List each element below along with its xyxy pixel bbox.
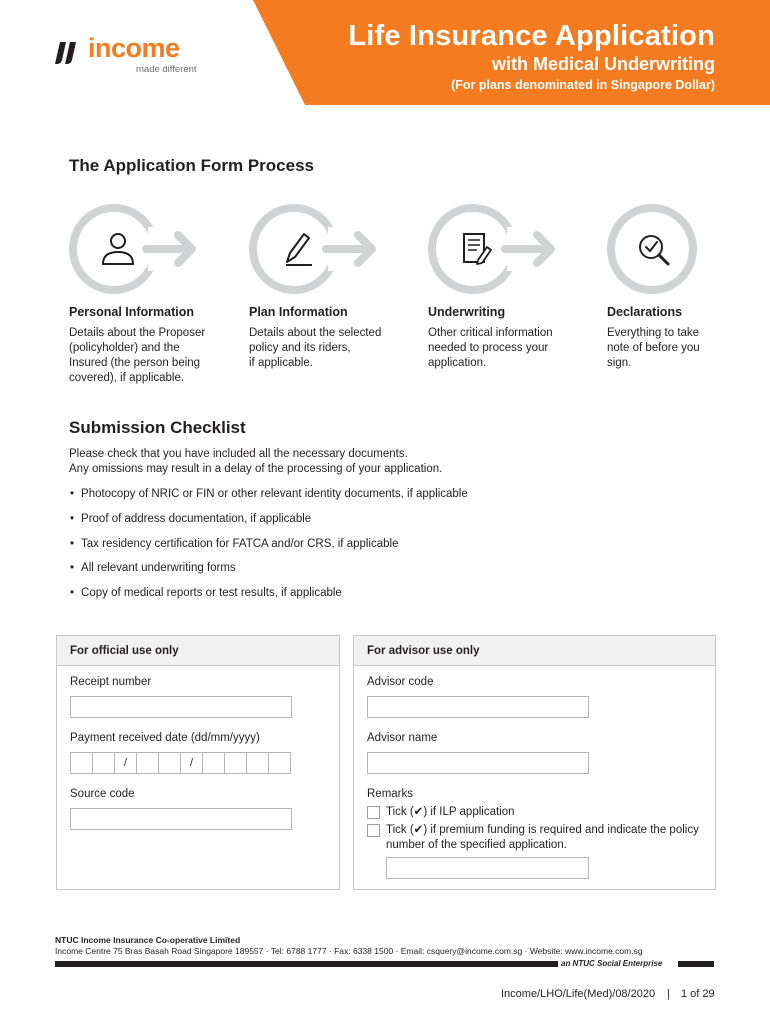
document-title: Life Insurance Application	[348, 20, 715, 52]
date-separator: /	[114, 752, 137, 774]
advisor-use-heading: For advisor use only	[367, 645, 480, 657]
footer-separator: |	[667, 988, 670, 1000]
official-use-heading: For official use only	[70, 645, 179, 657]
advisor-code-label: Advisor code	[367, 676, 434, 688]
document-subtitle: with Medical Underwriting	[491, 54, 715, 74]
page-number: 1 of 29	[681, 988, 715, 1000]
date-digit-cell[interactable]	[158, 752, 181, 774]
step-title-declarations: Declarations	[607, 305, 683, 319]
date-digit-cell[interactable]	[246, 752, 269, 774]
remarks-label: Remarks	[367, 788, 414, 800]
payment-date-label: Payment received date (dd/mm/yyyy)	[70, 732, 260, 744]
person-icon	[68, 203, 213, 295]
receipt-number-input[interactable]	[70, 696, 292, 718]
checklist-intro: Please check that you have included all the necessary documents. Any omissions may result in a delay of the processing of your application.	[69, 448, 443, 475]
advisor-use-header	[354, 636, 715, 666]
date-digit-cell[interactable]	[268, 752, 291, 774]
date-digit-cell[interactable]	[202, 752, 225, 774]
checklist-item: • All relevant underwriting forms	[70, 562, 236, 574]
magnifier-check-icon	[606, 203, 751, 295]
date-digit-cell[interactable]	[70, 752, 93, 774]
payment-date-input[interactable]	[70, 752, 290, 774]
process-heading: The Application Form Process	[69, 156, 314, 175]
source-code-input[interactable]	[70, 808, 292, 830]
document-icon	[427, 203, 572, 295]
logo-tagline: made different	[136, 64, 197, 75]
advisor-code-input[interactable]	[367, 696, 589, 718]
checklist-item: • Photocopy of NRIC or FIN or other relevant identity documents, if applicable	[70, 488, 468, 500]
footer-bar-right	[678, 961, 714, 967]
receipt-number-label: Receipt number	[70, 676, 152, 688]
premium-funding-checkbox[interactable]	[367, 824, 380, 837]
footer-social-enterprise: an NTUC Social Enterprise	[561, 959, 663, 968]
step-desc-declarations: Everything to take note of before you sign.	[607, 327, 700, 369]
date-digit-cell[interactable]	[136, 752, 159, 774]
footer-bar-left	[55, 961, 558, 967]
ilp-application-checkbox[interactable]	[367, 806, 380, 819]
ilp-application-text: Tick (✔) if ILP application	[386, 806, 515, 818]
pencil-icon	[248, 203, 393, 295]
step-desc-underwriting: Other critical information needed to process your application.	[428, 327, 553, 369]
date-digit-cell[interactable]	[224, 752, 247, 774]
step-desc-personal: Details about the Proposer (policyholder) and the Insured (the person being covered), if applicable.	[69, 327, 206, 384]
logo-wordmark: income	[88, 33, 180, 63]
checklist-item: • Copy of medical reports or test results, if applicable	[70, 587, 342, 599]
footer-address: Income Centre 75 Bras Basah Road Singapore 189557 · Tel: 6788 1777 · Fax: 6338 1500 · Email: csquery@income.com.sg · Website: www.income.com.sg	[55, 946, 643, 956]
step-desc-plan: Details about the selected policy and its riders, if applicable.	[249, 327, 382, 369]
step-title-plan: Plan Information	[249, 305, 348, 319]
advisor-name-input[interactable]	[367, 752, 589, 774]
checklist-heading: Submission Checklist	[69, 418, 246, 437]
step-title-underwriting: Underwriting	[428, 305, 506, 319]
checklist-item: • Proof of address documentation, if applicable	[70, 513, 311, 525]
premium-funding-text: Tick (✔) if premium funding is required and indicate the policy number of the specified application.	[386, 824, 699, 851]
advisor-name-label: Advisor name	[367, 732, 438, 744]
step-title-personal: Personal Information	[69, 305, 195, 319]
date-digit-cell[interactable]	[92, 752, 115, 774]
currency-note: (For plans denominated in Singapore Dollar)	[451, 78, 715, 92]
footer-company: NTUC Income Insurance Co-operative Limited	[55, 935, 241, 945]
source-code-label: Source code	[70, 788, 135, 800]
checklist-item: • Tax residency certification for FATCA and/or CRS, if applicable	[70, 538, 398, 550]
date-separator: /	[180, 752, 203, 774]
form-reference: Income/LHO/Life(Med)/08/2020	[501, 988, 656, 1000]
official-use-header	[57, 636, 339, 666]
income-logo-icon	[54, 40, 84, 66]
policy-number-input[interactable]	[386, 857, 589, 879]
